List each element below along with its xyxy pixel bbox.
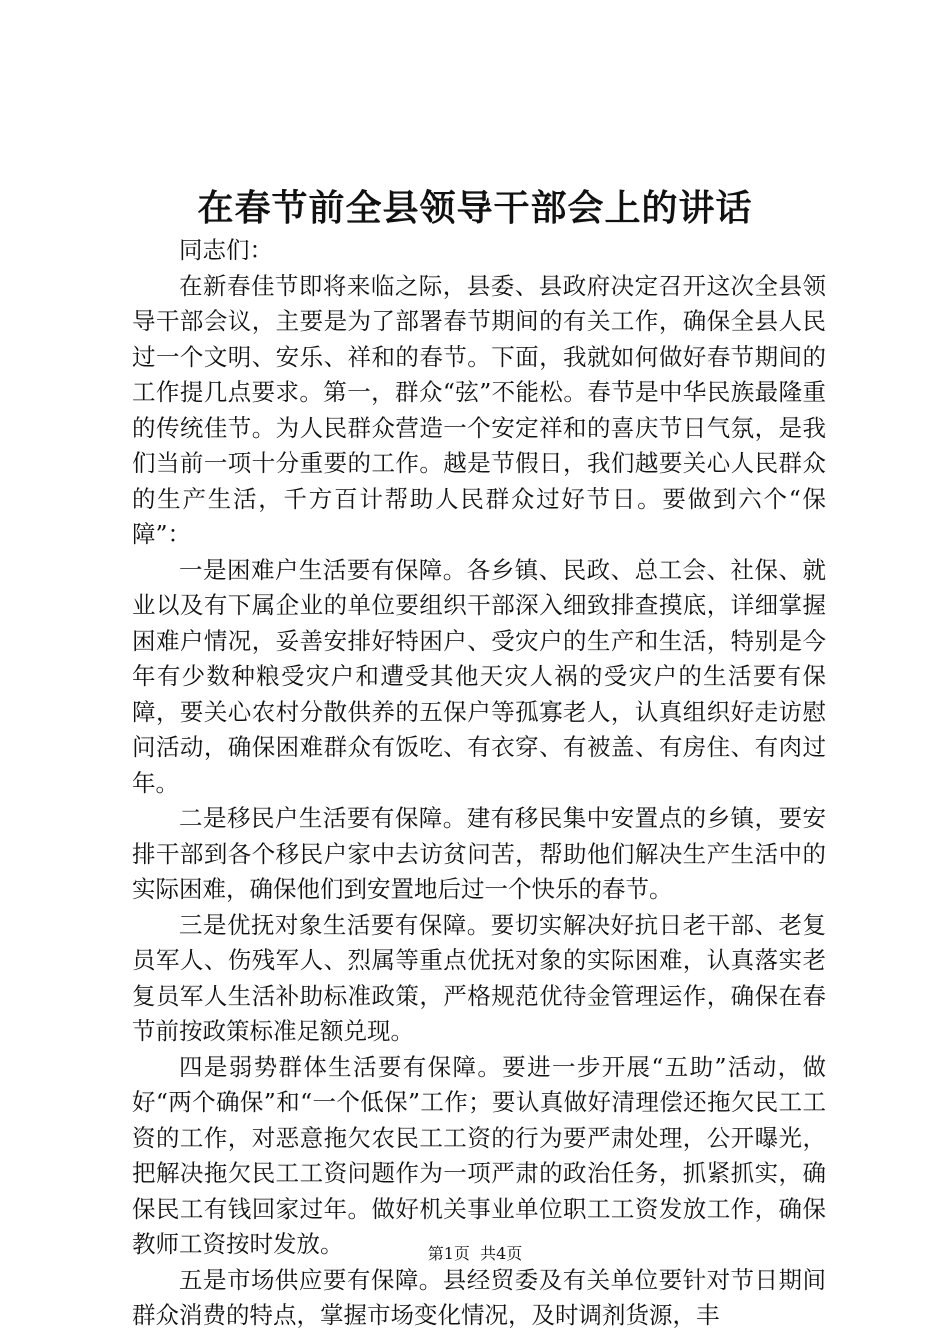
paragraph-item-4: 四是弱势群体生活要有保障。要进一步开展“五助”活动，做好“两个确保”和“一个低保”工作；要认真做好清理偿还拖欠民工工资的工作，对恶意拖欠农民工工资的行为要严肃处理，公开曝光，把解决拖欠民工工资问题作为一项严肃的政治任务，抓紧抓实，确保民工有钱回家过年。做好机关事业单位职工工资发放工作，确保教师工资按时发放。 <box>132 1052 826 1258</box>
paragraph-item-3: 三是优抚对象生活要有保障。要切实解决好抗日老干部、老复员军人、伤残军人、烈属等重点优抚对象的实际困难，认真落实老复员军人生活补助标准政策，严格规范优待金管理运作，确保在春节前按政策标准足额兑现。 <box>132 910 826 1045</box>
paragraph-item-5: 五是市场供应要有保障。县经贸委及有关单位要针对节日期间群众消费的特点，掌握市场变化情况，及时调剂货源，丰 <box>132 1265 826 1329</box>
page-footer <box>0 1243 950 1265</box>
document-title: 在春节前全县领导干部会上的讲话 <box>197 187 753 229</box>
document-body <box>132 233 826 1334</box>
paragraph-item-2: 二是移民户生活要有保障。建有移民集中安置点的乡镇，要安排干部到各个移民户家中去访贫问苦，帮助他们解决生产生活中的实际困难，确保他们到安置地后过一个快乐的春节。 <box>132 804 826 903</box>
page-total: 共4页 <box>480 1244 523 1263</box>
page-number: 第1页 <box>427 1244 470 1263</box>
paragraph-intro: 在新春佳节即将来临之际，县委、县政府决定召开这次全县领导干部会议，主要是为了部署春节期间的有关工作，确保全县人民过一个文明、安乐、祥和的春节。下面，我就如何做好春节期间的工作提几点要求。第一，群众“弦”不能松。春节是中华民族最隆重的传统佳节。为人民群众营造一个安定祥和的喜庆节日气氛，是我们当前一项十分重要的工作。越是节假日，我们越要关心人民群众的生产生活，千方百计帮助人民群众过好节日。要做到六个“保障”： <box>132 271 826 548</box>
paragraph-item-1: 一是困难户生活要有保障。各乡镇、民政、总工会、社保、就业以及有下属企业的单位要组织干部深入细致排查摸底，详细掌握困难户情况，妥善安排好特困户、受灾户的生产和生活，特别是今年有少数种粮受灾户和遭受其他天灾人祸的受灾户的生活要有保障，要关心农村分散供养的五保户等孤寡老人，认真组织好走访慰问活动，确保困难群众有饭吃、有衣穿、有被盖、有房住、有肉过年。 <box>132 555 826 797</box>
salutation: 同志们： <box>179 236 273 264</box>
